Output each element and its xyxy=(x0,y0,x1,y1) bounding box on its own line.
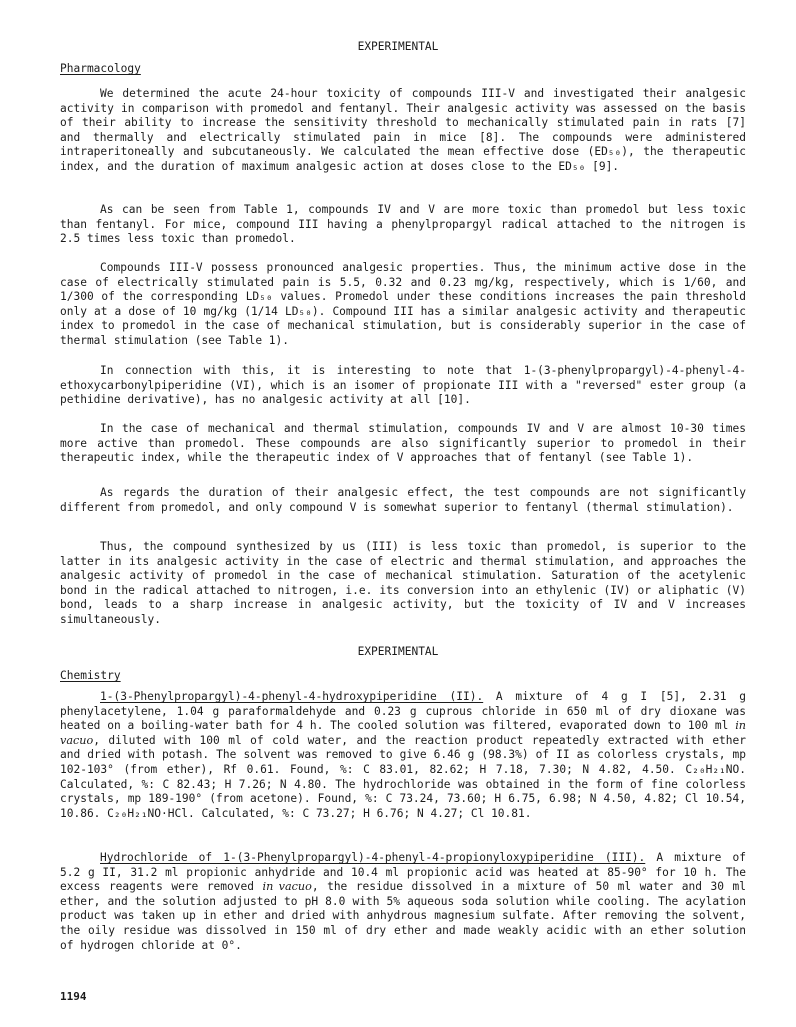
chemistry-heading: Chemistry xyxy=(60,669,121,682)
experimental-heading: EXPERIMENTAL xyxy=(357,40,439,53)
compound-ii-text-a: A mixture of 4 g I [5], 2.31 g phenylacetylene, 1.04 g paraformaldehyde and 0.23 g cuprous chloride in 650 ml of dry dioxane was heated on a boiling-water bath for 4 h. The cooled solution was filtered, evaporated down to 100 ml xyxy=(60,690,746,733)
compound-ii-text-b: , diluted with 100 ml of cold water, and the reaction product repeatedly extracted with ether and dried with potash. The solvent was removed to give 6.46 g (98.3%) of II as colorless crystals, mp 102-103° (from ether), Rf 0.61. Found, %: C 83.01, 82.62; H 7.18, 7.30; N 4.82, 4.50. C₂₀H₂₁NO. Calculated, %: C 82.43; H 7.26; N 4.80. The hydrochloride was obtained in the form of fine colorless crystals, mp 189-190° (from acetone). Found, %: C 73.24, 73.60; H 6.75, 6.98; N 4.50, 4.82; Cl 10.54, 10.86. C₂₀H₂₁NO·HCl. Calculated, %: C 73.27; H 6.76; N 4.27; Cl 10.81. xyxy=(60,733,746,820)
in-vacuo-text-2: in vacuo xyxy=(262,880,312,894)
page-number: 1194 xyxy=(60,990,87,1003)
chemistry-paragraph-compound-ii xyxy=(60,690,746,821)
compound-iii-text-a: A mixture of 5.2 g II, 31.2 ml propionic anhydride and 10.4 ml propionic acid was heated at 85-90° for 10 h. The excess reagents were removed xyxy=(60,851,746,894)
pharmacology-paragraph-2: As can be seen from Table 1, compounds IV and V are more toxic than promedol but less toxic than fentanyl. For mice, compound III having a phenylpropargyl radical attached to the nitrogen is 2.5 times less toxic than promedol. xyxy=(60,203,746,246)
compound-iii-title: Hydrochloride of 1-(3-Phenylpropargyl)-4-phenyl-4-propionyloxypiperidine (III). xyxy=(100,851,646,864)
compound-ii-title: 1-(3-Phenylpropargyl)-4-phenyl-4-hydroxypiperidine (II). xyxy=(100,690,484,703)
pharmacology-paragraph-7: Thus, the compound synthesized by us (III) is less toxic than promedol, is superior to the latter in its analgesic activity in the case of electric and thermal stimulation, and approaches the analgesic activity of promedol in the case of mechanical stimulation. Saturation of the acetylenic bond in the radical attached to nitrogen, i.e. its conversion into an ethylenic (IV) or aliphatic (V) bond, leads to a sharp increase in analgesic activity, but the toxicity of IV and V increases simultaneously. xyxy=(60,540,746,626)
pharmacology-paragraph-1: We determined the acute 24-hour toxicity of compounds III-V and investigated their analgesic activity in comparison with promedol and fentanyl. Their analgesic activity was assessed on the basis of their ability to increase the sensitivity threshold to mechanically stimulated pain in rats [7] and thermally and electrically stimulated pain in mice [8]. The compounds were administered intraperitoneally and subcutaneously. We calculated the mean effective dose (ED₅₀), the therapeutic index, and the duration of maximum analgesic action at doses close to the ED₅₀ [9]. xyxy=(60,87,746,173)
pharmacology-heading: Pharmacology xyxy=(60,62,141,75)
in-vacuo-text: in vacuo xyxy=(60,719,746,747)
experimental-heading-2: EXPERIMENTAL xyxy=(357,645,439,658)
compound-iii-text-b: , the residue dissolved in a mixture of 50 ml water and 30 ml ether, and the solution adjusted to pH 8.0 with 5% aqueous soda solution while cooling. The acylation product was taken up in ether and dried with anhydrous magnesium sulfate. After removing the solvent, the oily residue was dissolved in 150 ml of dry ether and made weakly acidic with an ether solution of hydrogen chloride at 0°. xyxy=(60,880,746,952)
chemistry-paragraph-compound-iii xyxy=(60,851,746,953)
pharmacology-paragraph-4: In connection with this, it is interesting to note that 1-(3-phenylpropargyl)-4-phenyl-4-ethoxycarbonylpiperidine (VI), which is an isomer of propionate III with a "reversed" ester group (a pethidine derivative), has no analgesic activity at all [10]. xyxy=(60,364,746,407)
pharmacology-paragraph-3: Compounds III-V possess pronounced analgesic properties. Thus, the minimum active dose in the case of electrically stimulated pain is 5.5, 0.32 and 0.23 mg/kg, respectively, which is 1/60, and 1/300 of the corresponding LD₅₀ values. Promedol under these conditions increases the pain threshold only at a dose of 10 mg/kg (1/14 LD₅₀). Compound III has a similar analgesic activity and therapeutic index to promedol in the case of mechanical stimulation, but is considerably superior in the case of thermal stimulation (see Table 1). xyxy=(60,261,746,347)
pharmacology-paragraph-5: In the case of mechanical and thermal stimulation, compounds IV and V are almost 10-30 times more active than promedol. These compounds are also significantly superior to promedol in their therapeutic index, while the therapeutic index of V approaches that of fentanyl (see Table 1). xyxy=(60,422,746,465)
pharmacology-paragraph-6: As regards the duration of their analgesic effect, the test compounds are not significantly different from promedol, and only compound V is somewhat superior to fentanyl (thermal stimulation). xyxy=(60,486,746,514)
